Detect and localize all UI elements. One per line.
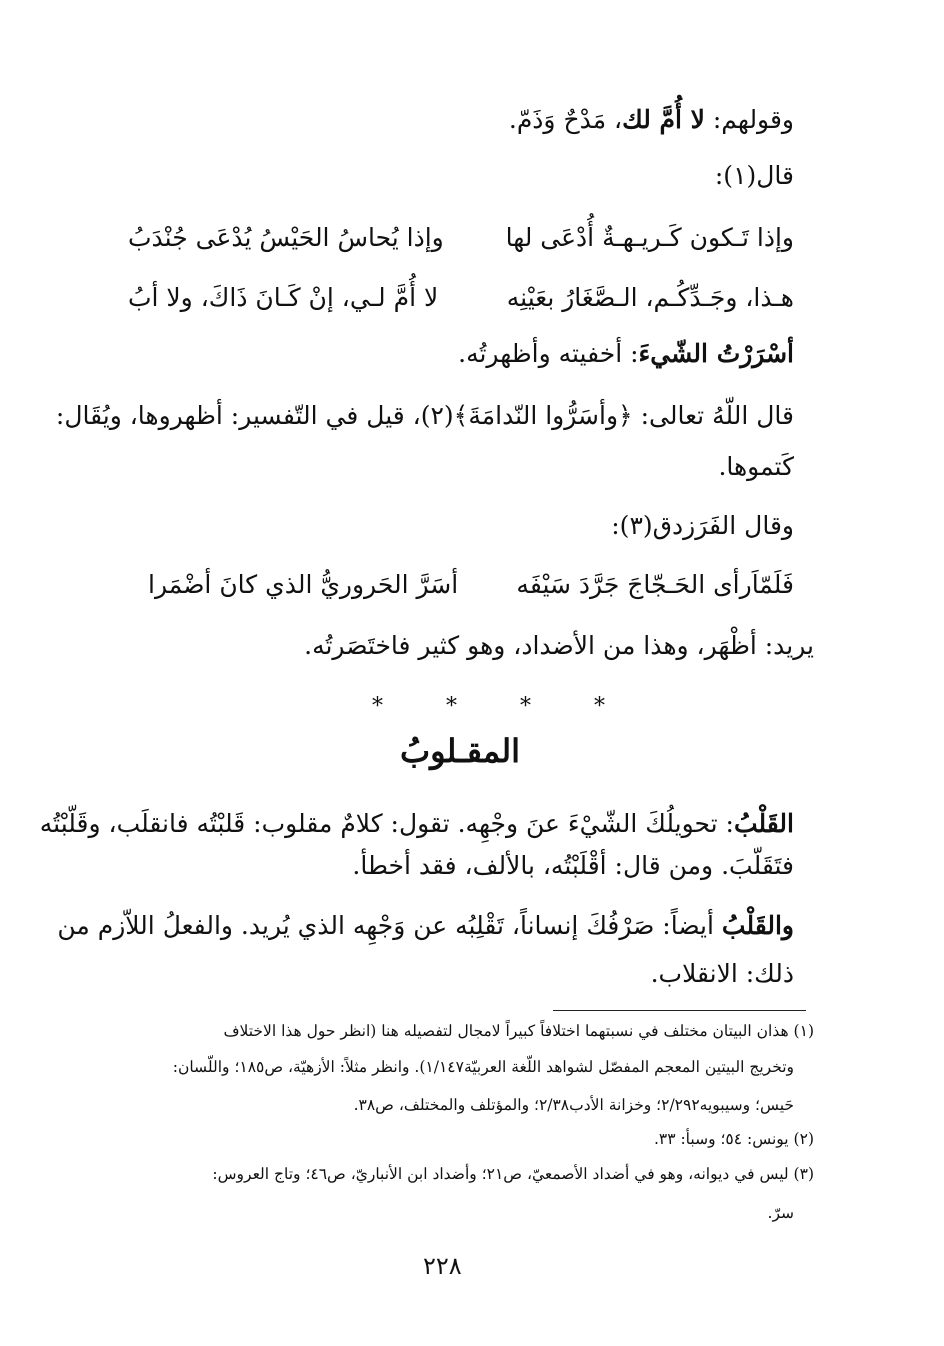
entry-qalb-line-1: القَلْبُ: تحويلُكَ الشّيْءَ عنَ وجْهِه. تقول: كلامٌ مقلوب: قَلبْتُه فانقلَب، وقَلّبْتُه (39, 809, 794, 838)
headword: القَلْبُ (733, 809, 794, 838)
headword: والقَلْبُ (721, 911, 794, 940)
verse-1-first-hemistich: وإذا تَـكون كَـريـهـةٌ أُدْعَى لها (505, 223, 794, 252)
headword: أسْرَرْتُ الشّيءَ (638, 339, 794, 368)
verse-3-second-hemistich: أسَرَّ الحَروريُّ الذي كانَ أضْمَرا (148, 570, 459, 599)
entry-la-umma-laka (154, 102, 794, 138)
definition: : أخفيته وأظهرتُه. (458, 339, 639, 368)
verse-2-first-hemistich: هـذا، وجَـدِّكُـم، الـصَّغَارُ بعَيْنِه (506, 283, 794, 312)
said-line: قال(١): (714, 161, 794, 190)
footnote-separator (553, 1010, 806, 1011)
entry-qalb-2-line-1: والقَلْبُ أيضاً: صَرْفُكَ إنساناً، تَقْلِبُه عن وَجْهِه الذي يُريد. والفعلُ اللاّزم من (57, 911, 794, 940)
entry-asrartu (458, 336, 794, 372)
quran-quote-line-1: قال اللّهُ تعالى: ﴿وأسَرُّوا النّدامَةَ﴾(٢)، قيل في التّفسير: أظهروها، ويُقَال: (55, 401, 794, 430)
headword: لا أُمَّ لك (622, 105, 705, 134)
verse-3-first-hemistich: فَلَمّاَرأى الحَـجّاجَ جَرَّدَ سَيْفَه (516, 570, 794, 599)
entry-qalb-2-line-2: ذلك: الانقلاب. (650, 959, 794, 988)
footnote-1-line-3: حَيس؛ وسيبويه٢/٢٩٢؛ وخزانة الأدب٢/٣٨؛ والمؤتلف والمختلف، ص٣٨. (353, 1096, 794, 1114)
definition: ، مَدْحٌ وَذَمّ. (508, 105, 623, 134)
entry-qalb-line-2: فتَقَلّبَ. ومن قال: أقْلَبْتُه، بالألف، فقد أخطأ. (352, 851, 794, 880)
quran-quote-line-2: كَتموها. (718, 452, 794, 481)
farazdaq-intro: وقال الفَرَزدق(٣): (611, 511, 794, 540)
footnote-3-line-2: سرّ. (767, 1204, 794, 1222)
yurid-line: يريد: أظْهَر، وهذا من الأضداد، وهو كثير فاختَصَرتُه. (304, 631, 814, 660)
verse-1-second-hemistich: وإذا يُحاسُ الحَيْسُ يُدْعَى جُنْدَبُ (128, 223, 444, 252)
footnote-1-line-2: وتخريج البيتين المعجم المفصّل لشواهد اللّغة العربيّة١/١٤٧). وانظر مثلاً: الأزهيّة، ص١٨٥؛ واللّسان: (172, 1058, 794, 1076)
footnote-3-line-1: (٣) ليس في ديوانه، وهو في أضداد الأصمعيّ، ص٢١؛ وأضداد ابن الأنباريّ، ص٤٦؛ وتاج العروس: (212, 1165, 814, 1183)
footnote-2: (٢) يونس: ٥٤؛ وسبأ: ٣٣. (653, 1130, 814, 1148)
section-title: المقـلوبُ (400, 732, 520, 770)
intro-text: وقولهم: (704, 105, 794, 134)
verse-2-second-hemistich: لا أُمَّ لـي، إنْ كَـانَ ذَاكَ، ولا أبُ (128, 283, 439, 312)
page-number: ٢٢٨ (423, 1252, 462, 1280)
footnote-1-line-1: (١) هذان البيتان مختلف في نسبتهما اختلافاً كبيراً لامجال لتفصيله هنا (انظر حول هذا الاختلاف (223, 1022, 814, 1040)
section-divider-stars: * * * * (372, 694, 633, 719)
